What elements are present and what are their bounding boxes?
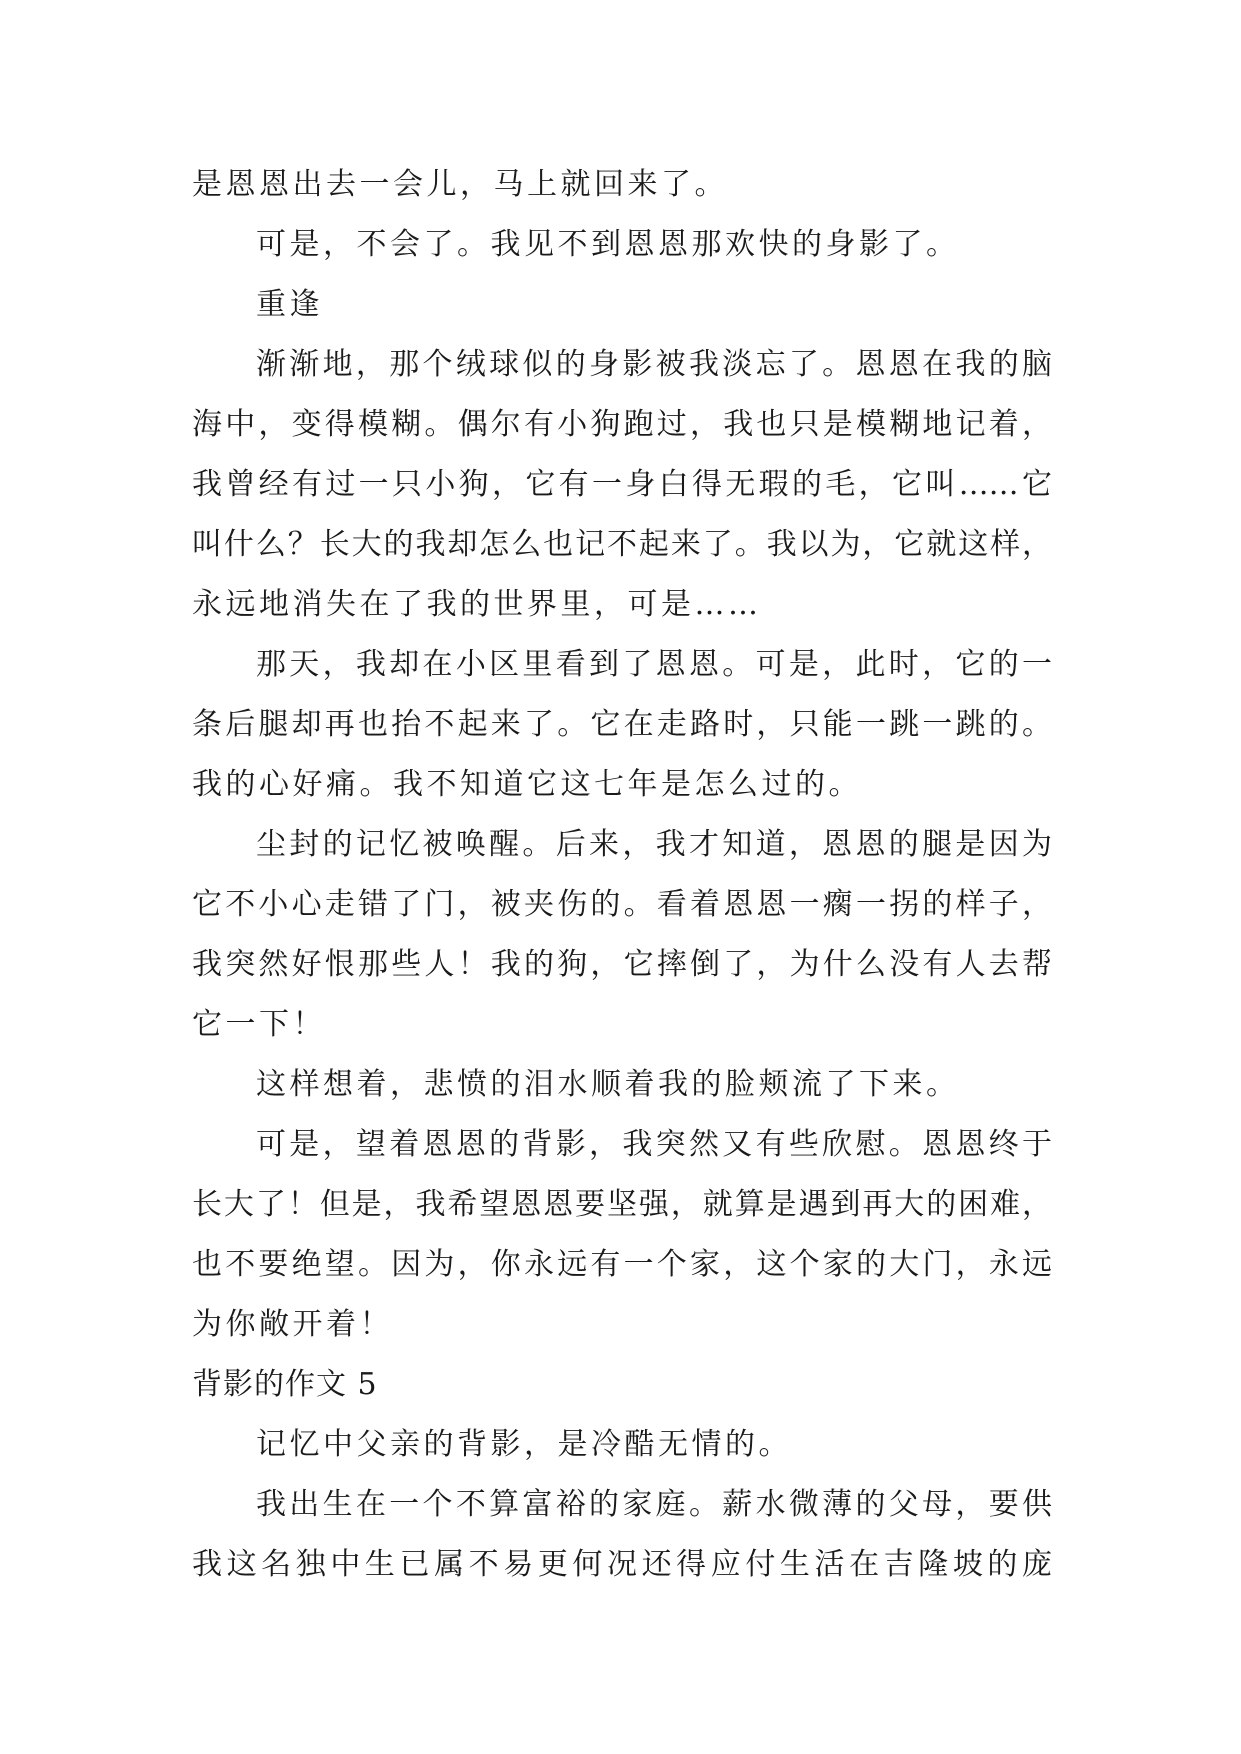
text-line: 尘封的记忆被唤醒。后来，我才知道，恩恩的腿是因为 — [256, 827, 1052, 862]
text-line: 可是，望着恩恩的背影，我突然又有些欣慰。恩恩终于 — [256, 1127, 1052, 1162]
text-line: 我突然好恨那些人！我的狗，它摔倒了，为什么没有人去帮 — [192, 947, 1052, 982]
text-line: 永远地消失在了我的世界里，可是…… — [192, 587, 762, 622]
text-line: 渐渐地，那个绒球似的身影被我淡忘了。恩恩在我的脑 — [256, 347, 1052, 382]
text-line: 可是，不会了。我见不到恩恩那欢快的身影了。 — [256, 227, 960, 262]
text-line: 我曾经有过一只小狗，它有一身白得无瑕的毛，它叫……它 — [192, 467, 1052, 502]
text-line: 这样想着，悲愤的泪水顺着我的脸颊流了下来。 — [256, 1067, 960, 1102]
document-body — [192, 155, 1052, 1595]
text-line: 它一下！ — [192, 1007, 326, 1042]
text-line: 是恩恩出去一会儿，马上就回来了。 — [192, 167, 728, 202]
text-line: 也不要绝望。因为，你永远有一个家，这个家的大门，永远 — [192, 1247, 1052, 1282]
section-subheading: 重逢 — [256, 287, 323, 322]
text-line: 那天，我却在小区里看到了恩恩。可是，此时，它的一 — [256, 647, 1052, 682]
section-heading: 背影的作文 5 — [192, 1367, 378, 1402]
text-line: 叫什么？长大的我却怎么也记不起来了。我以为，它就这样， — [192, 527, 1052, 562]
text-line: 我的心好痛。我不知道它这七年是怎么过的。 — [192, 767, 862, 802]
text-line: 记忆中父亲的背影，是冷酷无情的。 — [256, 1427, 792, 1462]
text-line: 条后腿却再也抬不起来了。它在走路时，只能一跳一跳的。 — [192, 707, 1052, 742]
text-line: 我出生在一个不算富裕的家庭。薪水微薄的父母，要供 — [256, 1487, 1052, 1522]
text-line: 我这名独中生已属不易更何况还得应付生活在吉隆坡的庞 — [192, 1547, 1052, 1582]
text-line: 它不小心走错了门，被夹伤的。看着恩恩一瘸一拐的样子， — [192, 887, 1052, 922]
text-line: 为你敞开着！ — [192, 1307, 393, 1342]
text-line: 长大了！但是，我希望恩恩要坚强，就算是遇到再大的困难， — [192, 1187, 1052, 1222]
text-line: 海中，变得模糊。偶尔有小狗跑过，我也只是模糊地记着， — [192, 407, 1052, 442]
